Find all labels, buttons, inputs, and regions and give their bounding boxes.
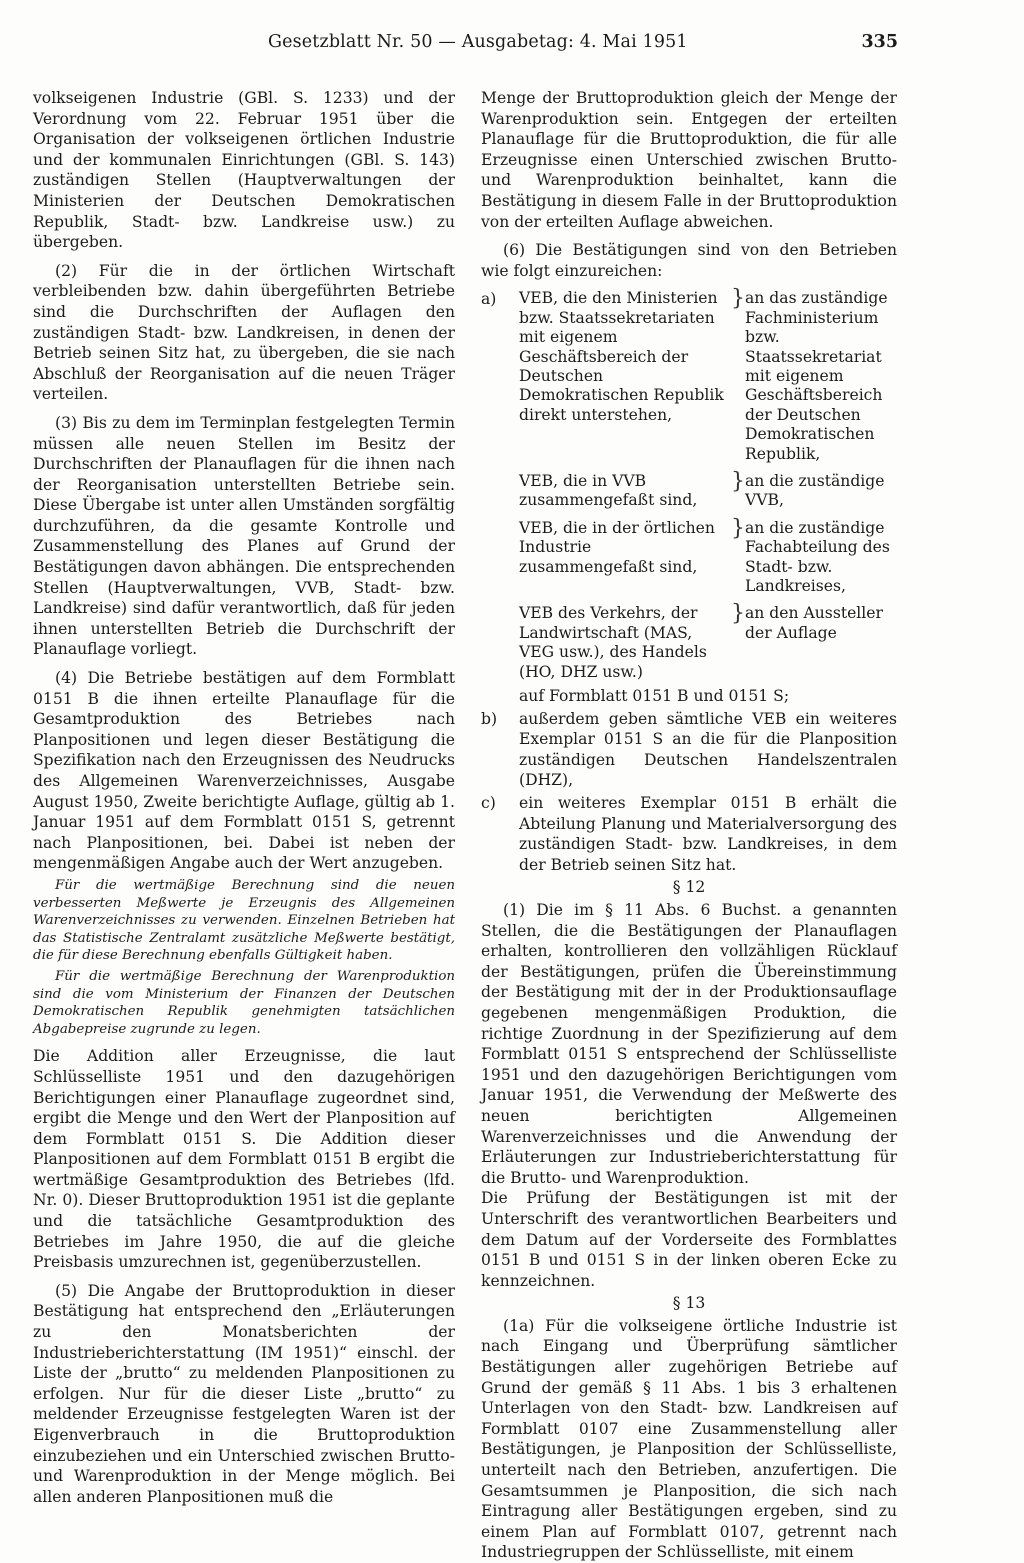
recipient: an den Aussteller der Auflage xyxy=(745,604,883,642)
enum-label xyxy=(481,472,519,511)
paragraph: (2) Für die in der örtlichen Wirtschaft verbleibenden bzw. dahin übergeführten Betriebe sind die Durchschriften der Auflagen den zuständigen Stadt- bzw. Landkreisen, in denen der Betrieb seinen Sitz hat, zu übergeben, die sie nach Abschluß der Reorganisation auf die neuen Träger verteilen. xyxy=(33,261,455,404)
page-header xyxy=(268,32,898,62)
enum-text: außerdem geben sämtliche VEB ein weiteres Exemplar 0151 S an die für die Planposition zuständigen Deutschen Handelszentralen (DHZ), xyxy=(519,709,897,790)
enum-label: b) xyxy=(481,709,498,728)
paragraph: Menge der Bruttoproduktion gleich der Menge der Warenproduktion sein. Entgegen der erteilten Planauflage für die Bruttoproduktion, die für alle Erzeugnisse einen Unterschied zwischen Brutto- und Warenproduktion beinhaltet, kann die Bestätigung in diesem Falle in der Bruttoproduktion von der erteilten Auflage abweichen. xyxy=(481,89,897,231)
enterprise-type: VEB, die in VVB zusammengefaßt sind, xyxy=(519,472,698,510)
submission-row xyxy=(481,286,897,464)
enterprise-type: VEB, die in der örtlichen Industrie zusammengefaßt sind, xyxy=(519,518,715,576)
enum-item-b xyxy=(481,709,897,791)
form-reference: auf Formblatt 0151 B und 0151 S; xyxy=(519,687,790,706)
paragraph: (4) Die Betriebe bestätigen auf dem Formblatt 0151 B die ihnen erteilte Planauflage für die Gesamtproduktion des Betriebes nach Planpositionen und legen dieser Bestätigung die Spezifikation nach den Erzeugnissen des Neudrucks des Allgemeinen Warenverzeichnisses, Ausgabe August 1950, Zweite berichtigte Auflage, gültig ab 1. Januar 1951 auf dem Formblatt 0151 S, getrennt nach Planpositionen, bei. Dabei ist neben der mengenmäßigen Angabe auch der Wert anzugeben. xyxy=(33,669,455,873)
paragraph: Die Addition aller Erzeugnisse, die laut Schlüsselliste 1951 und den dazugehörigen Berichtigungen einer Planauflage zugeordnet sind, ergibt die Menge und den Wert der Planposition auf dem Formblatt 0151 S. Die Addition dieser Planpositionen auf dem Formblatt 0151 B ergibt die wertmäßige Gesamtproduktion des Betriebes (lfd. Nr. 0). Dieser Bruttoproduktion 1951 ist die geplante und die tatsächliche Gesamtproduktion des Betriebes im Jahre 1950, die auf die gleiche Preisbasis umzurechnen ist, gegenüberzustellen. xyxy=(33,1047,455,1272)
brace-glyph: } xyxy=(731,515,745,541)
italic-note: Für die wertmäßige Berechnung der Warenproduktion sind die vom Ministerium der Finanzen der Deutschen Demokratischen Republik genehmigten tatsächlichen Abgabepreise zugrunde zu legen. xyxy=(33,968,455,1037)
brace-glyph: } xyxy=(731,601,745,627)
brace-glyph: } xyxy=(731,286,745,312)
paragraph: (3) Bis zu dem im Terminplan festgelegten Termin müssen alle neuen Stellen im Besitz der Durchschriften der Planauflagen für die ihnen nach der Reorganisation unterstellten Betriebe sein. Diese Übergabe ist unter allen Umständen sorgfältig durchzuführen, da die gesamte Kontrolle und Zusammenstellung des Planes auf Grund der Bestätigungen davon abhängen. Die entsprechenden Stellen (Hauptverwaltungen, VVB, Stadt- bzw. Landkreise) sind dafür verantwortlich, daß für jeden ihnen unterstellten Betrieb die Durchschrift der Planauflage vorliegt. xyxy=(33,413,455,659)
submission-row xyxy=(481,601,897,682)
paragraph: (1a) Für die volkseigene örtliche Industrie ist nach Eingang und Überprüfung sämtlicher Bestätigungen aller zugehörigen Betriebe auf Grund der gemäß § 11 Abs. 1 bis 3 erhaltenen Unterlagen von den Stadt- bzw. Landkreisen auf Formblatt 0107 eine Zusammenstellung aller Bestätigungen, je Planposition der Schlüsselliste, unterteilt nach den Betrieben, anzufertigen. Die Gesamtsummen je Planposition, die sich nach Eintragung aller Bestätigungen ergeben, sind zu einem Plan auf Formblatt 0107, getrennt nach Industriegruppen der Schlüsselliste, mit einem xyxy=(481,1316,897,1562)
italic-note: Für die wertmäßige Berechnung sind die neuen verbesserten Meßwerte je Erzeugnis des Allgemeinen Warenverzeichnisses zu verwenden. Einzelnen Betrieben hat das Statistische Zentralamt zusätzliche Meßwerte bestätigt, die für diese Berechnung ebenfalls Gültigkeit haben. xyxy=(33,877,455,964)
paragraph: Die Prüfung der Bestätigungen ist mit der Unterschrift des verantwortlichen Bearbeiters und dem Datum auf der Vorderseite des Formblattes 0151 B und 0151 S in der linken oberen Ecke zu kennzeichnen. xyxy=(481,1189,897,1290)
paragraph: (1) Die im § 11 Abs. 6 Buchst. a genannten Stellen, die die Bestätigungen der Planauflagen erhalten, kontrollieren den vollzähligen Rücklauf der Bestätigungen, prüfen die Übereinstimmung der Bestätigung mit der in der Produktionsauflage gegebenen mengenmäßigen Produktion, die richtige Zuordnung in der Spezifizierung auf dem Formblatt 0151 S entsprechend der Schlüsselliste 1951 und den dazugehörigen Berichtigungen vom Januar 1951, die Verwendung der Meßwerte des neuen berichtigten Allgemeinen Warenverzeichnisses und die Anwendung der Erläuterungen zur Industrieberichterstattung für die Brutto- und Warenproduktion. xyxy=(481,901,897,1187)
enterprise-type: VEB, die den Ministerien bzw. Staatssekretariaten mit eigenem Geschäftsbereich der Deutschen Demokratischen Republik direkt unterstehen, xyxy=(519,289,724,424)
recipient: an das zuständige Fachministerium bzw. Staatssekretariat mit eigenem Geschäftsbereich der Deutschen Demokratischen Republik, xyxy=(745,289,888,463)
brace-glyph: } xyxy=(731,469,745,494)
enum-label: c) xyxy=(481,794,496,813)
enum-label: a) xyxy=(481,290,497,309)
right-column xyxy=(481,88,897,1563)
paragraph: volkseigenen Industrie (GBl. S. 1233) und der Verordnung vom 22. Februar 1951 über die Organisation der volkseigenen örtlichen Industrie und der kommunalen Einrichtungen (GBl. S. 143) zuständigen Stellen (Hauptverwaltungen der Ministerien der Deutschen Demokratischen Republik, Stadt- bzw. Landkreise usw.) zu übergeben. xyxy=(33,89,455,252)
enterprise-type: VEB des Verkehrs, der Landwirtschaft (MAS, VEG usw.), des Handels (HO, DHZ usw.) xyxy=(519,604,707,681)
recipient: an die zuständige VVB, xyxy=(745,472,885,510)
section-heading: § 13 xyxy=(672,1294,706,1313)
enum-label xyxy=(481,519,519,597)
enum-text: ein weiteres Exemplar 0151 B erhält die Abteilung Planung und Materialversorgung des zuständigen Stadt- bzw. Landkreises, in dem der Betrieb seinen Sitz hat. xyxy=(519,794,897,874)
submission-row xyxy=(481,469,897,511)
enum-label xyxy=(481,604,519,682)
left-column xyxy=(33,88,455,1507)
paragraph: (5) Die Angabe der Bruttoproduktion in dieser Bestätigung hat entsprechend den „Erläuterungen zu den Monatsberichten der Industrieberichterstattung (IM 1951)“ einschl. der Liste der „brutto“ zu meldenden Planpositionen zu erfolgen. Nur für die dieser Liste „brutto“ zu meldender Erzeugnisse festgelegten Waren ist der Eigenverbrauch in die Bruttoproduktion einzubeziehen und ein Unterschied zwischen Brutto- und Warenproduktion in der Menge möglich. Bei allen anderen Planpositionen muß die xyxy=(33,1281,455,1506)
recipient: an die zuständige Fachabteilung des Stadt- bzw. Landkreises, xyxy=(745,518,890,596)
running-title: Gesetzblatt Nr. 50 — Ausgabetag: 4. Mai 1951 xyxy=(268,32,688,52)
section-heading: § 12 xyxy=(672,878,706,897)
page-number: 335 xyxy=(861,32,898,52)
enum-item-c xyxy=(481,793,897,875)
submission-row xyxy=(481,515,897,597)
paragraph: (6) Die Bestätigungen sind von den Betrieben wie folgt einzureichen: xyxy=(481,241,897,280)
